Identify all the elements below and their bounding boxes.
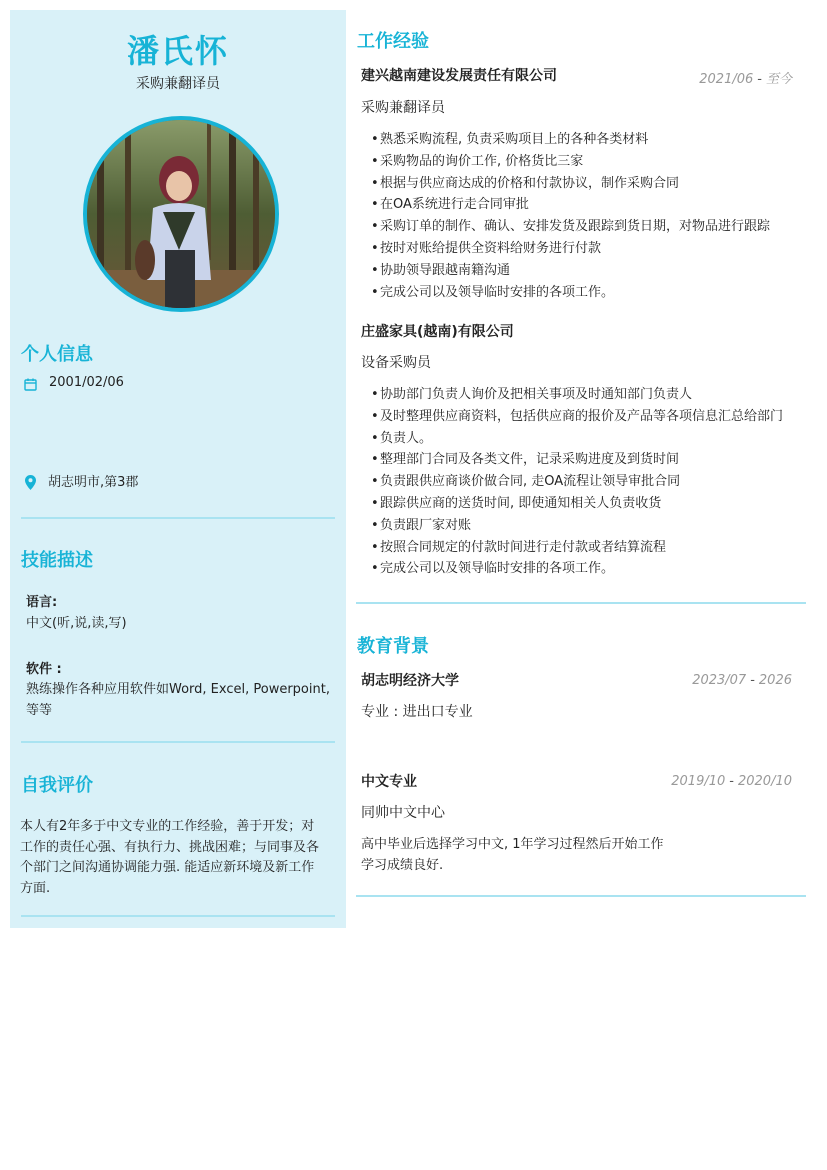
profile-photo bbox=[83, 116, 279, 312]
list-item-continuation: 负责人。 bbox=[380, 430, 433, 446]
list-item: • 熟悉采购流程, 负责采购项目上的各种各类材料 bbox=[371, 129, 811, 151]
self-eval-title: 自我评价 bbox=[21, 775, 93, 796]
sidebar-divider bbox=[21, 741, 335, 743]
self-eval-line: 本人有2年多于中文专业的工作经验，善于开发；对 bbox=[20, 819, 315, 834]
list-item: • 跟踪供应商的送货时间, 即使通知相关人负责收货 bbox=[371, 493, 811, 515]
job-position: 采购兼翻译员 bbox=[361, 100, 445, 116]
self-eval-line: 个部门之间沟通协调能力强. 能适应新环境及新工作 bbox=[20, 860, 315, 875]
list-item: • 协助领导跟越南籍沟通 bbox=[371, 260, 811, 282]
list-item: • 采购物品的询价工作, 价格货比三家 bbox=[371, 151, 811, 173]
list-item: • 在OA系统进行走合同审批 bbox=[371, 194, 811, 216]
edu-dates: 2023/07 - 2026 bbox=[692, 673, 792, 688]
list-item: • 按照合同规定的付款时间进行走付款或者结算流程 bbox=[371, 537, 811, 559]
skills-title: 技能描述 bbox=[21, 550, 93, 571]
candidate-name: 潘氏怀 bbox=[126, 32, 229, 70]
language-value: 中文(听,说,读,写) bbox=[26, 616, 127, 631]
calendar-icon bbox=[24, 376, 37, 395]
self-eval-text bbox=[20, 817, 340, 899]
software-label: 软件 : bbox=[26, 662, 62, 677]
personal-info-title: 个人信息 bbox=[21, 344, 93, 365]
list-item: • 负责跟厂家对账 bbox=[371, 515, 811, 537]
list-item: • 及时整理供应商资料，包括供应商的报价及产品等各项信息汇总给部门 bbox=[371, 406, 811, 428]
list-item: • 完成公司以及领导临时安排的各项工作。 bbox=[371, 558, 811, 580]
edu-start-date: 2019/10 bbox=[671, 774, 726, 789]
software-value bbox=[26, 680, 336, 721]
list-item: • 完成公司以及领导临时安排的各项工作。 bbox=[371, 282, 811, 304]
list-item: • 按时对账给提供全资料给财务进行付款 bbox=[371, 238, 811, 260]
candidate-role: 采购兼翻译员 bbox=[136, 76, 220, 92]
edu-detail: 专业 : 进出口专业 bbox=[361, 704, 473, 720]
edu-note-line: 学习成绩良好. bbox=[361, 857, 444, 873]
edu-start-date: 2023/07 bbox=[692, 673, 747, 688]
list-item: • 协助部门负责人询价及把相关事项及时通知部门负责人 bbox=[371, 384, 811, 406]
software-value-line-2: 等等 bbox=[26, 702, 53, 718]
language-label: 语言: bbox=[26, 595, 58, 610]
edu-end-date: 2026 bbox=[758, 673, 792, 688]
list-item: • 采购订单的制作、确认、安排发货及跟踪到货日期，对物品进行跟踪 bbox=[371, 216, 811, 238]
edu-detail: 同帅中文中心 bbox=[361, 805, 445, 821]
profile-photo-image bbox=[87, 120, 275, 308]
location: 胡志明市,第3郡 bbox=[48, 475, 139, 490]
list-item: • 根据与供应商达成的价格和付款协议，制作采购合同 bbox=[371, 173, 811, 195]
main-divider bbox=[356, 602, 806, 604]
job-dates: 2021/06 - 至今 bbox=[699, 72, 792, 87]
list-item bbox=[371, 428, 811, 450]
self-eval-line: 方面. bbox=[20, 880, 51, 896]
job-duties bbox=[371, 384, 811, 580]
job-company: 建兴越南建设发展责任有限公司 bbox=[361, 68, 557, 84]
edu-notes bbox=[361, 835, 801, 876]
work-title: 工作经验 bbox=[357, 31, 429, 52]
job-duties bbox=[371, 129, 811, 303]
edu-school: 胡志明经济大学 bbox=[361, 673, 459, 689]
list-item: • 整理部门合同及各类文件，记录采购进度及到货时间 bbox=[371, 449, 811, 471]
list-item: • 负责跟供应商谈价做合同, 走OA流程让领导审批合同 bbox=[371, 471, 811, 493]
job-end-date: 至今 bbox=[765, 72, 792, 87]
edu-end-date: 2020/10 bbox=[737, 774, 792, 789]
location-pin-icon bbox=[25, 475, 36, 494]
edu-note-line: 高中毕业后选择学习中文, 1年学习过程然后开始工作 bbox=[361, 837, 664, 852]
self-eval-line: 工作的责任心强、有执行力、挑战困难；与同事及各 bbox=[20, 839, 320, 855]
job-start-date: 2021/06 bbox=[699, 72, 754, 87]
sidebar-divider bbox=[21, 915, 335, 917]
main-divider bbox=[356, 895, 806, 897]
job-company: 庄盛家具(越南)有限公司 bbox=[361, 324, 514, 340]
edu-school: 中文专业 bbox=[361, 774, 417, 790]
education-title: 教育背景 bbox=[357, 636, 429, 657]
job-position: 设备采购员 bbox=[361, 355, 431, 371]
software-value-line-1: 熟练操作各种应用软件如Word, Excel, Powerpoint, bbox=[26, 682, 330, 697]
birthdate: 2001/02/06 bbox=[49, 375, 124, 390]
edu-dates: 2019/10 - 2020/10 bbox=[671, 774, 792, 789]
sidebar bbox=[10, 10, 346, 928]
sidebar-divider bbox=[21, 517, 335, 519]
